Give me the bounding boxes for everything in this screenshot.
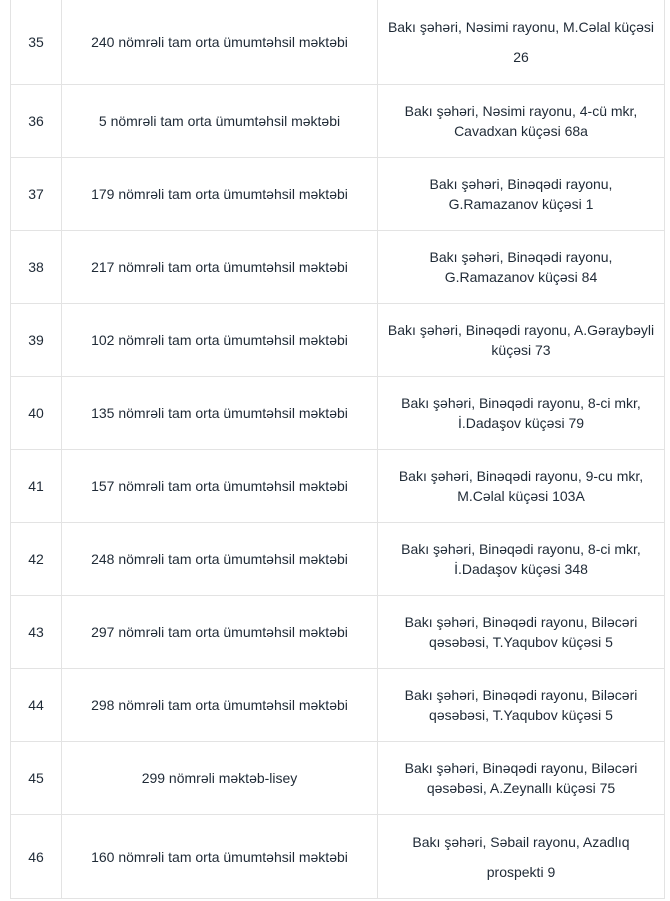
school-name: 217 nömrəli tam orta ümumtəhsil məktəbi: [62, 231, 378, 304]
school-address: [378, 377, 665, 450]
school-address: [378, 742, 665, 815]
school-name: 179 nömrəli tam orta ümumtəhsil məktəbi: [62, 158, 378, 231]
school-address: [378, 304, 665, 377]
row-number: 44: [11, 669, 62, 742]
school-name: 297 nömrəli tam orta ümumtəhsil məktəbi: [62, 596, 378, 669]
school-address-text: Bakı şəhəri, Binəqədi rayonu, Biləcəri qəsəbəsi, T.Yaqubov küçəsi 5: [404, 687, 638, 723]
school-address-text: Bakı şəhəri, Binəqədi rayonu, G.Ramazanov küçəsi 1: [429, 176, 613, 212]
school-address-text: Bakı şəhəri, Nəsimi rayonu, M.Cəlal küçəsi 26: [387, 18, 655, 65]
school-address-text: Bakı şəhəri, Binəqədi rayonu, Biləcəri qəsəbəsi, A.Zeynallı küçəsi 75: [404, 760, 638, 796]
school-address: [378, 523, 665, 596]
row-number: 35: [11, 0, 62, 85]
school-address: [378, 158, 665, 231]
row-number: 43: [11, 596, 62, 669]
school-address: [378, 0, 665, 85]
school-address-text: Bakı şəhəri, Binəqədi rayonu, Biləcəri qəsəbəsi, T.Yaqubov küçəsi 5: [404, 614, 638, 650]
school-name: 248 nömrəli tam orta ümumtəhsil məktəbi: [62, 523, 378, 596]
school-address-text: Bakı şəhəri, Binəqədi rayonu, 8-ci mkr, İ.Dadaşov küçəsi 348: [401, 541, 641, 577]
table-row: [11, 0, 665, 85]
table-row: [11, 231, 665, 304]
school-name: 240 nömrəli tam orta ümumtəhsil məktəbi: [62, 0, 378, 85]
school-name: 135 nömrəli tam orta ümumtəhsil məktəbi: [62, 377, 378, 450]
school-address: [378, 85, 665, 158]
school-address-text: Bakı şəhəri, Nəsimi rayonu, 4-cü mkr, Cavadxan küçəsi 68a: [404, 103, 638, 139]
row-number: 45: [11, 742, 62, 815]
table-row: [11, 377, 665, 450]
school-address-text: Bakı şəhəri, Səbail rayonu, Azadlıq prospekti 9: [412, 833, 630, 880]
row-number: 36: [11, 85, 62, 158]
row-number: 42: [11, 523, 62, 596]
schools-table: [10, 0, 665, 899]
school-name: 157 nömrəli tam orta ümumtəhsil məktəbi: [62, 450, 378, 523]
school-address-text: Bakı şəhəri, Binəqədi rayonu, A.Gəraybəyli küçəsi 73: [387, 322, 655, 358]
table-row: [11, 815, 665, 899]
table-row: [11, 596, 665, 669]
table-row: [11, 450, 665, 523]
school-name: 160 nömrəli tam orta ümumtəhsil məktəbi: [62, 815, 378, 899]
school-address: [378, 450, 665, 523]
row-number: 38: [11, 231, 62, 304]
school-name: 298 nömrəli tam orta ümumtəhsil məktəbi: [62, 669, 378, 742]
school-address: [378, 231, 665, 304]
school-address-text: Bakı şəhəri, Binəqədi rayonu, 9-cu mkr, M.Cəlal küçəsi 103A: [398, 468, 644, 504]
schools-table-container: [10, 0, 664, 899]
school-address-text: Bakı şəhəri, Binəqədi rayonu, 8-ci mkr, İ.Dadaşov küçəsi 79: [401, 395, 641, 431]
school-name: 5 nömrəli tam orta ümumtəhsil məktəbi: [62, 85, 378, 158]
table-row: [11, 742, 665, 815]
school-address: [378, 815, 665, 899]
row-number: 37: [11, 158, 62, 231]
table-row: [11, 158, 665, 231]
table-row: [11, 304, 665, 377]
table-row: [11, 523, 665, 596]
table-row: [11, 85, 665, 158]
school-address: [378, 669, 665, 742]
row-number: 41: [11, 450, 62, 523]
school-name: 299 nömrəli məktəb-lisey: [62, 742, 378, 815]
school-address-text: Bakı şəhəri, Binəqədi rayonu, G.Ramazanov küçəsi 84: [429, 249, 613, 285]
school-name: 102 nömrəli tam orta ümumtəhsil məktəbi: [62, 304, 378, 377]
table-row: [11, 669, 665, 742]
row-number: 46: [11, 815, 62, 899]
row-number: 40: [11, 377, 62, 450]
school-address: [378, 596, 665, 669]
row-number: 39: [11, 304, 62, 377]
